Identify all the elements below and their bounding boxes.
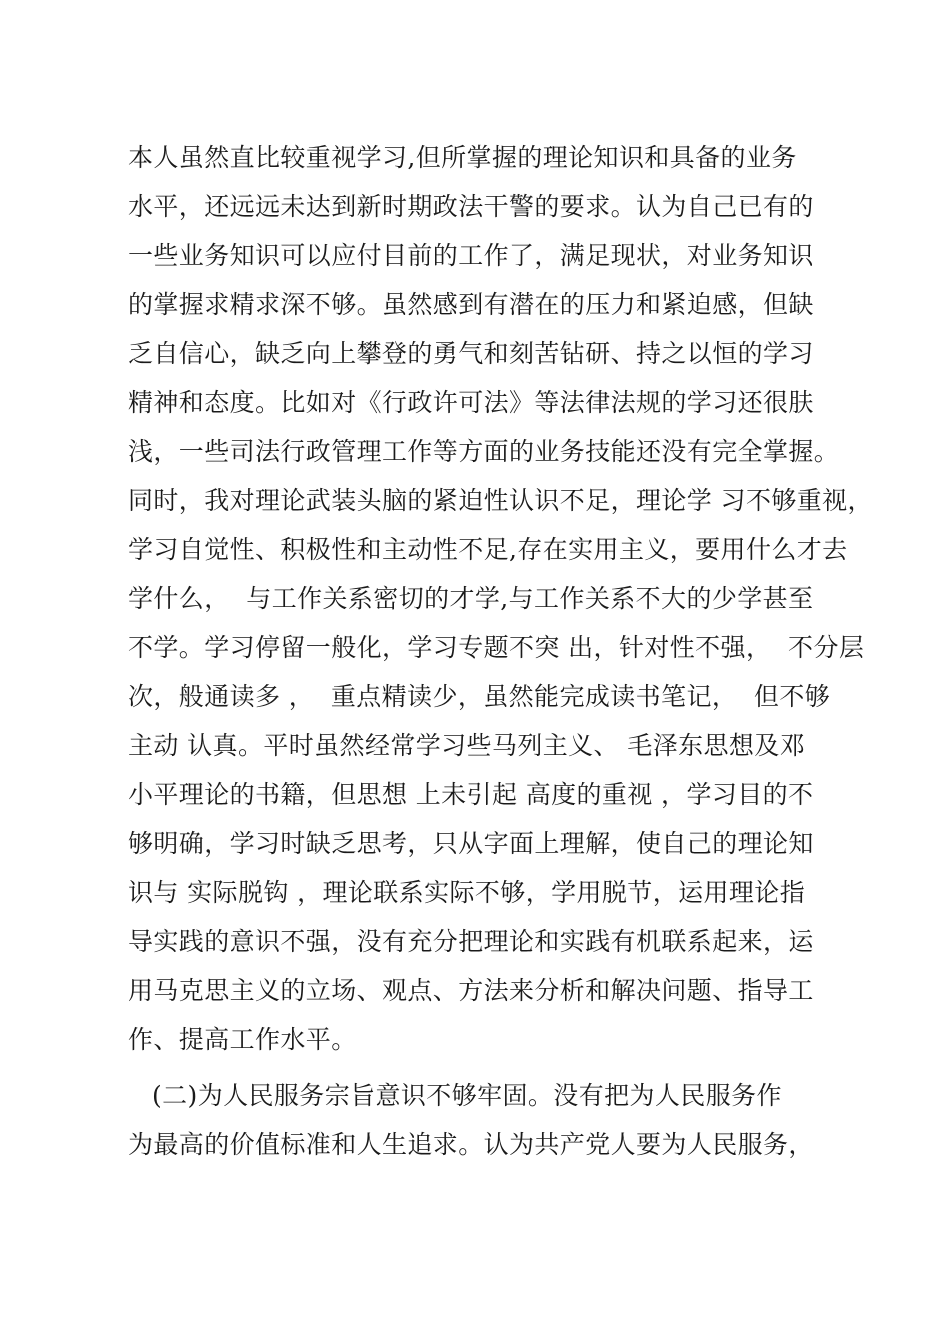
text-line: 同时，我对理论武装头脑的紧迫性认识不足，理论学 习不够重视， <box>128 486 873 515</box>
text-line: 识与 实际脱钩 ，理论联系实际不够，学用脱节，运用理论指 <box>128 878 806 907</box>
text-line: 主动 认真。平时虽然经常学习些马列主义、 毛泽东思想及邓 <box>128 731 806 760</box>
text-line: 本人虽然直比较重视学习,但所掌握的理论知识和具备的业务 <box>128 143 797 172</box>
text-line: 精神和态度。比如对《行政许可法》等法律法规的学习还很肤 <box>128 388 814 417</box>
text-line: 不学。学习停留一般化，学习专题不突 出，针对性不强， 不分层 <box>128 633 865 662</box>
text-line: 够明确，学习时缺乏思考，只从字面上理解，使自己的理论知 <box>128 829 814 858</box>
text-line: 作、提高工作水平。 <box>128 1025 357 1054</box>
text-line: 的掌握求精求深不够。虽然感到有潜在的压力和紧迫感，但缺 <box>128 290 814 319</box>
paragraph-spacer <box>128 1064 858 1071</box>
text-line: 为最高的价值标准和人生追求。认为共产党人要为人民服务， <box>128 1130 814 1159</box>
text-line: 次，般通读多 ， 重点精读少，虽然能完成读书笔记， 但不够 <box>128 682 831 711</box>
text-line: 水平，还远远未达到新时期政法干警的要求。认为自己已有的 <box>128 192 814 221</box>
text-line: 小平理论的书籍，但思想 上未引起 高度的重视 ，学习目的不 <box>128 780 814 809</box>
text-line: 导实践的意识不强，没有充分把理论和实践有机联系起来，运 <box>128 927 814 956</box>
paragraph-2 <box>128 1071 858 1169</box>
body-text <box>128 133 873 1169</box>
text-line: (二)为人民服务宗旨意识不够牢固。没有把为人民服务作 <box>152 1081 782 1110</box>
text-line: 浅，一些司法行政管理工作等方面的业务技能还没有完全掌握。 <box>128 437 840 466</box>
paragraph-1 <box>128 133 873 1064</box>
text-line: 学什么， 与工作关系密切的才学,与工作关系不大的少学甚至 <box>128 584 814 613</box>
text-line: 乏自信心，缺乏向上攀登的勇气和刻苦钻研、持之以恒的学习 <box>128 339 814 368</box>
text-line: 一些业务知识可以应付目前的工作了，满足现状，对业务知识 <box>128 241 814 270</box>
text-line: 用马克思主义的立场、观点、方法来分析和解决问题、指导工 <box>128 976 814 1005</box>
text-line: 学习自觉性、积极性和主动性不足,存在实用主义，要用什么才去 <box>128 535 848 564</box>
